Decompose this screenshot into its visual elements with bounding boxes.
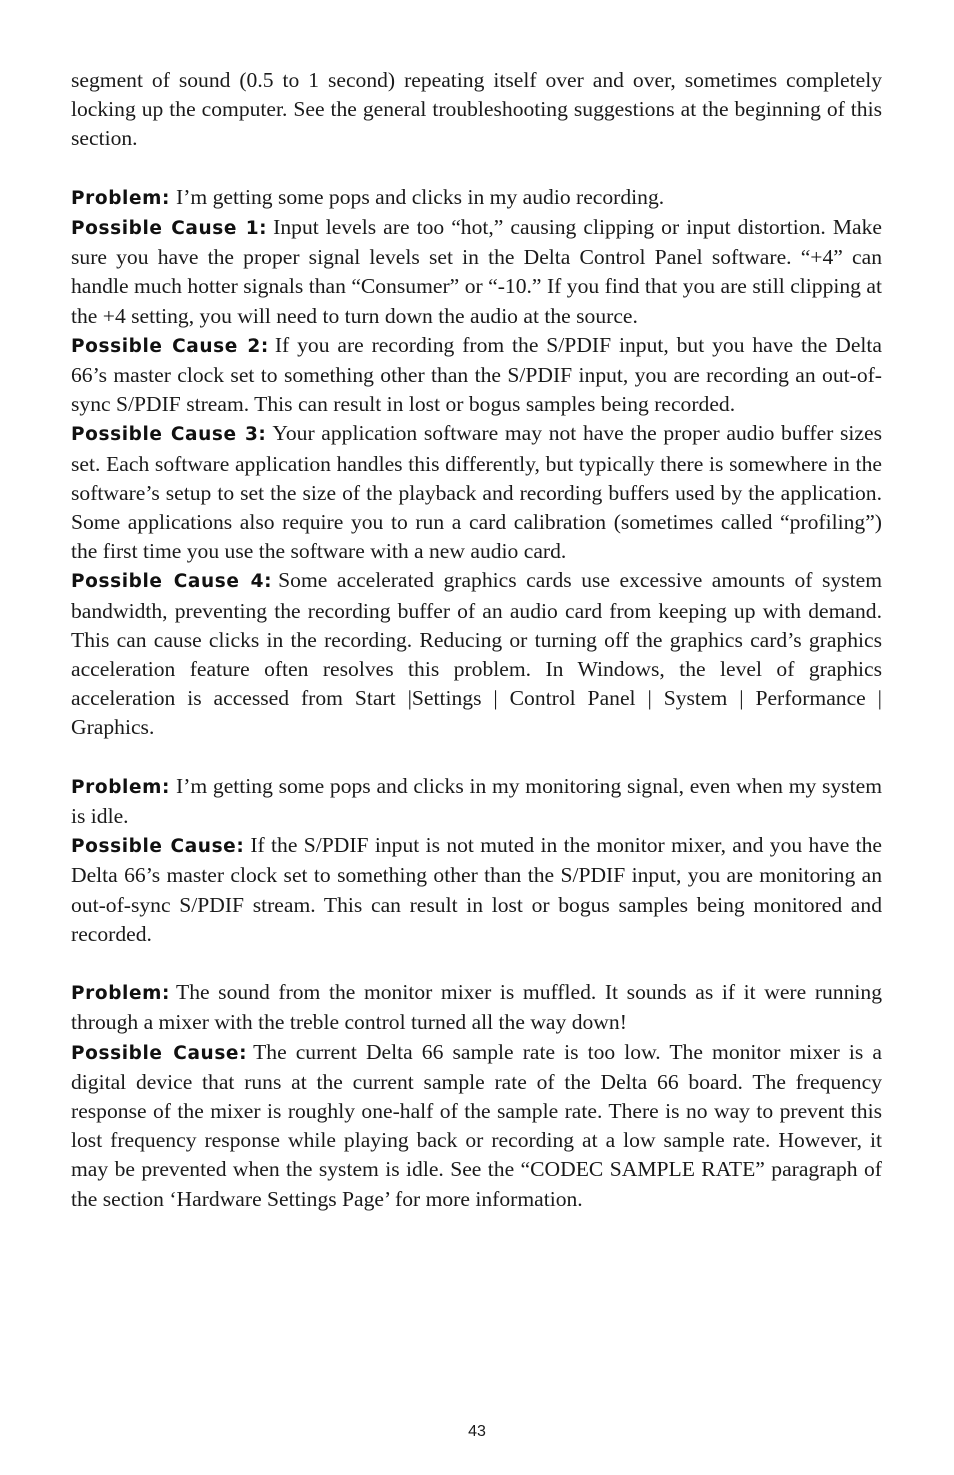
cause-paragraph (71, 566, 882, 742)
cause-text: Your application software may not have the proper audio buffer sizes set. Each software application handles this differently, but typically there is somewhere in the software’s setup to set the size of the playback and recording buffers used by the application. Some applications also require you to run a card calibration (sometimes called “profiling”) the first time you use the software with a new audio card. (71, 421, 882, 564)
cause-paragraph (71, 831, 882, 949)
cause-paragraph (71, 419, 882, 566)
page-number: 43 (468, 1423, 486, 1440)
section-gap (71, 743, 882, 772)
cause-text: Input levels are too “hot,” causing clipping or input distortion. Make sure you have the proper signal levels set in the Delta Control Panel software. “+4” can handle much hotter signals than “Consumer” or “-10.” If you find that you are still clipping at the +4 setting, you will need to turn down the audio at the source. (71, 215, 882, 328)
problem-text: I’m getting some pops and clicks in my monitoring signal, even when my system is idle. (71, 773, 882, 829)
section-audio-recording-pops (71, 183, 882, 743)
cause-text: Some accelerated graphics cards use excessive amounts of system bandwidth, preventing the recording buffer of an audio card from keeping up with demand. This can cause clicks in the recording. Reducing or turning off the graphics card’s graphics acceleration feature often resolves this problem. In Windows, the level of graphics acceleration is accessed from Start |Settings | Control Panel | System | Performance | Graphics. (71, 568, 882, 740)
cause-label: Possible Cause 3: (71, 424, 267, 446)
cause-paragraph (71, 1038, 882, 1214)
problem-text: I’m getting some pops and clicks in my audio recording. (176, 184, 665, 209)
intro-paragraph: segment of sound (0.5 to 1 second) repeating itself over and over, sometimes completely locking up the computer. See the general troubleshooting suggestions at the beginning of this section. (71, 68, 882, 151)
cause-text: The current Delta 66 sample rate is too low. The monitor mixer is a digital device that runs at the current sample rate of the Delta 66 board. The frequency response of the mixer is roughly one-half of the sample rate. There is no way to prevent this lost frequency response while playing back or recording at a low sample rate. However, it may be prevented when the system is idle. See the “CODEC SAMPLE RATE” paragraph of the section ‘Hardware Settings Page’ for more information. (71, 1039, 882, 1211)
section-monitoring-pops (71, 772, 882, 949)
cause-paragraph (71, 331, 882, 420)
document-body (71, 66, 882, 1214)
problem-paragraph (71, 772, 882, 831)
section-muffled-sound (71, 978, 882, 1214)
cause-text: If the S/PDIF input is not muted in the monitor mixer, and you have the Delta 66’s master clock set to something other than the S/PDIF input, you are monitoring an out-of-sync S/PDIF stream. This can result in lost or bogus samples being monitored and recorded. (71, 833, 882, 946)
cause-paragraph (71, 213, 882, 331)
problem-label: Problem: (71, 776, 170, 798)
section-gap (71, 949, 882, 978)
cause-label: Possible Cause 2: (71, 335, 269, 357)
problem-text: The sound from the monitor mixer is muffled. It sounds as if it were running through a mixer with the treble control turned all the way down! (71, 980, 882, 1035)
cause-label: Possible Cause: (71, 1042, 248, 1064)
problem-label: Problem: (71, 187, 170, 209)
section-gap (71, 154, 882, 183)
cause-label: Possible Cause: (71, 836, 245, 858)
cause-label: Possible Cause 1: (71, 218, 268, 239)
problem-paragraph (71, 978, 882, 1037)
problem-paragraph (71, 183, 882, 213)
problem-label: Problem: (71, 983, 170, 1005)
cause-label: Possible Cause 4: (71, 571, 273, 593)
cause-text: If you are recording from the S/PDIF input, but you have the Delta 66’s master clock set to something other than the S/PDIF input, you are recording an out-of-sync S/PDIF stream. This can result in lost or bogus samples being recorded. (71, 332, 883, 417)
